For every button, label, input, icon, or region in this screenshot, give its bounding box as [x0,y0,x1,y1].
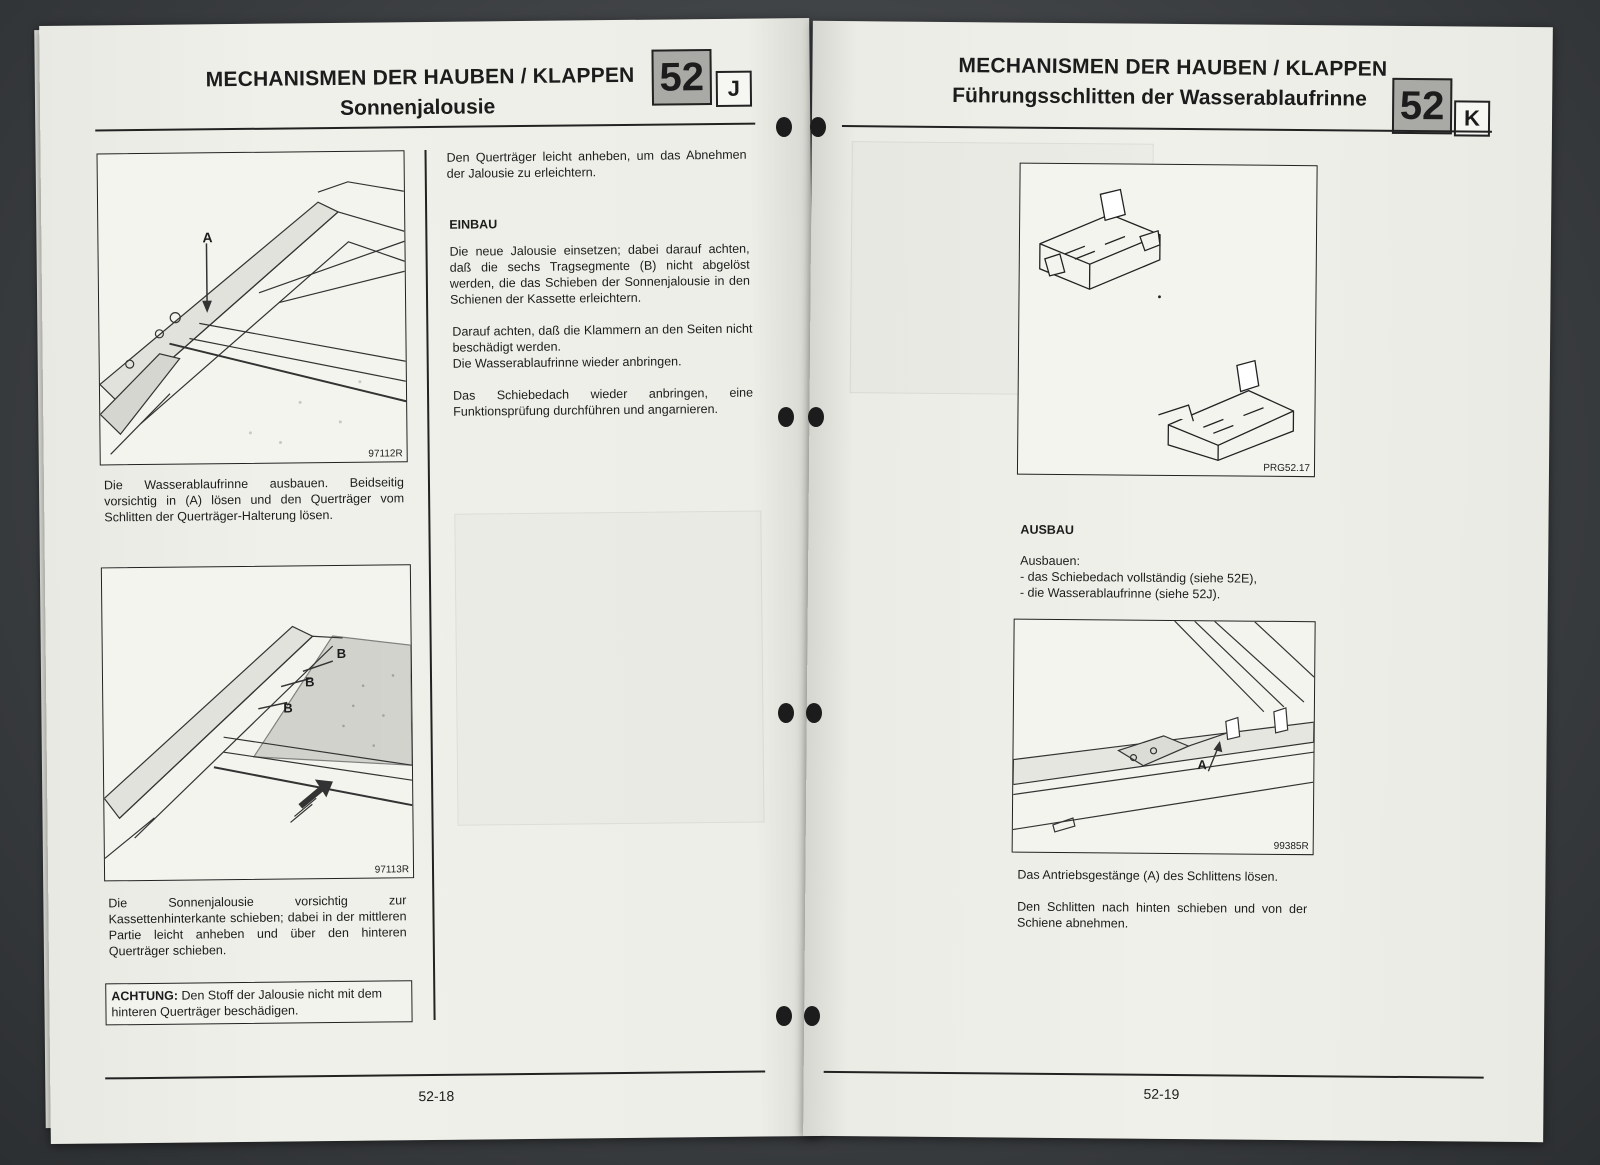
right-footer-rule [824,1071,1484,1079]
left-col2-paragraph-2: Die neue Jalousie einsetzen; dabei darauf achten, daß die sechs Tragsegmente (B) nicht abgelöst werden, die das Schieben der Sonnenjalousie in den Schienen der Kassette erleichtern. [449,241,750,307]
right-figure-1-code: PRG52.17 [1263,462,1311,475]
left-page-number: 52-18 [418,1087,455,1105]
ausbau-list [1020,569,1257,603]
list-item: - die Wasserablaufrinne (siehe 52J). [1019,585,1221,602]
left-section-letter-badge: J [716,71,752,107]
right-page-subtitle: Führungsschlitten der Wasserablaufrinne [952,84,1367,111]
figure-1-code: 97112R [368,448,403,460]
punch-hole-icon [776,1006,792,1026]
left-header-rule [95,123,755,132]
rail-drawing-1 [98,151,407,464]
left-section-number-badge: 52 [651,49,712,106]
ausbau-heading: AUSBAU [1020,522,1074,538]
left-footer-rule [105,1071,765,1080]
warning-box [105,980,412,1025]
warning-label: ACHTUNG: [111,988,179,1004]
left-col2-paragraph-3b: Die Wasserablaufrinne wieder anbringen. [452,354,682,371]
right-section-number-badge: 52 [1392,78,1452,135]
left-figure-2 [101,564,414,881]
figure-2-code: 97113R [374,864,410,876]
ausbauen-label: Ausbauen: [1020,553,1081,569]
right-section-letter-badge: K [1454,100,1490,136]
right-caption-1: Das Antriebsgestänge (A) des Schlittens lösen. [1017,867,1279,884]
rail-drawing-2 [102,565,413,880]
figure-2-label-b3: B [283,700,293,716]
einbau-heading: EINBAU [449,217,498,232]
right-figure-2 [1012,619,1316,856]
right-page-number: 52-19 [1143,1085,1180,1103]
warning-text: Den Stoff der Jalousie nicht mit dem hinteren Querträger beschädigen. [111,986,383,1020]
punch-hole-icon [778,407,794,427]
right-page-title: MECHANISMEN DER HAUBEN / KLAPPEN [958,54,1388,81]
show-through-figure [454,511,764,826]
left-col2-paragraph-3a: Darauf achten, daß die Klammern an den Seiten nicht beschädigt werden. [452,321,753,355]
linkage-drawing [1013,620,1315,855]
punch-hole-icon [804,1006,820,1026]
left-column-divider [424,150,435,1020]
punch-hole-icon [776,117,792,137]
slide-drawing [1018,164,1317,477]
left-page [39,18,821,1144]
left-caption-2: Die Sonnenjalousie vorsichtig zur Kassettenhinterkante schieben; dabei in der mittleren Partie leicht anheben und über den hinteren Querträger schieben. [108,893,407,959]
punch-hole-icon [810,117,826,137]
figure-2-label-b1: B [336,645,347,661]
left-col2-paragraph-1: Den Querträger leicht anheben, um das Abnehmen der Jalousie zu erleichtern. [446,147,747,181]
left-page-title: MECHANISMEN DER HAUBEN / KLAPPEN [205,63,635,92]
right-figure-2-label-a: A [1197,757,1207,773]
figure-2-label-b2: B [304,674,315,690]
right-figure-2-code: 99385R [1273,840,1309,853]
right-caption-2: Den Schlitten nach hinten schieben und von der Schiene abnehmen. [1016,899,1308,931]
punch-hole-icon [808,407,824,427]
figure-1-label-a: A [202,229,213,246]
list-item: - das Schiebedach vollständig (siehe 52E), [1019,569,1258,586]
left-caption-1: Die Wasserablaufrinne ausbauen. Beidseitig vorsichtig in (A) lösen und den Querträger vom Schlitten der Querträger-Halterung lösen. [103,475,405,525]
punch-hole-icon [806,703,822,723]
right-figure-1 [1017,163,1318,478]
left-page-subtitle: Sonnenjalousie [339,95,496,120]
right-page [803,21,1553,1142]
left-col2-paragraph-4: Das Schiebedach wieder anbringen, eine Funktionsprüfung durchführen und angarnieren. [452,385,754,419]
left-figure-1 [97,150,408,465]
punch-hole-icon [778,703,794,723]
